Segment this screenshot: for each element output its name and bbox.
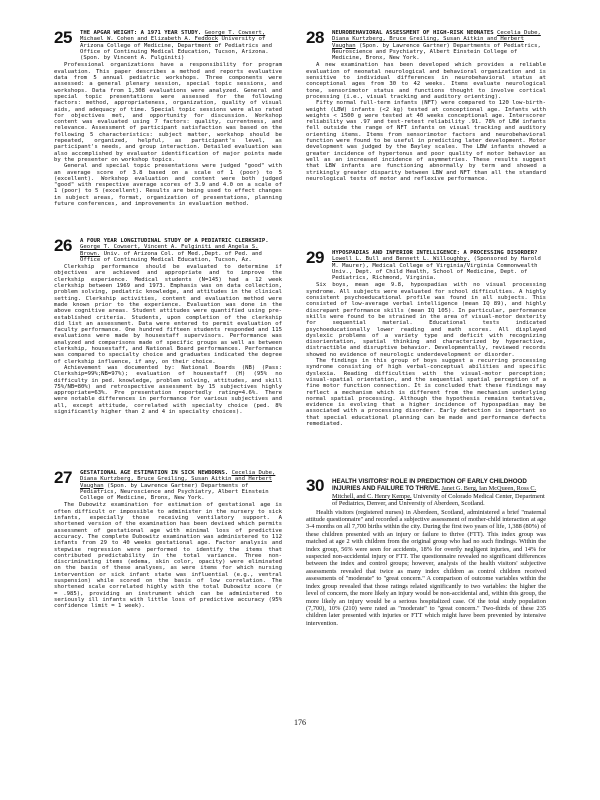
abstract-heading: [80, 30, 282, 61]
abstract-paragraph: The findings in this group of boys suggest a recurring processing syndrome consisting of high verbal-conceptual abilities and specific dyslexia. Reading difficulties with the visual-motor perception; visual-spatial orientation, and the sequential spatial perception of a fine motor function connection. It is concluded that these findings may reflect a mechanism which is different from the mechanism underlying normal spatial processing. Although the hypothesis remains tentative, evidence is evolving that a higher incidence of hypospadias may be associated with a processing disorder. Early detection is important so that special educational planning can be made and performance defects remediated.: [306, 358, 546, 428]
abstract-authors: George T. Cowsert, Vincent A. Fulginiti and Angela S. Brown.: [80, 244, 259, 257]
abstract-25: [54, 30, 282, 230]
abstract-body: [306, 282, 546, 427]
abstract-number: 30: [306, 478, 324, 495]
abstract-header: [306, 250, 546, 281]
abstract-27: [54, 470, 282, 702]
abstract-title: THE APGAR WEIGHT: A 1971 YEAR STUDY.: [80, 30, 202, 36]
abstract-affiliation: (Spon. by Lawrence Gartner) Departments of Pediatrics, Neuroscience and Psychiatry, Albert Einstein College of Medicine, Bronx, New York.: [80, 482, 269, 502]
abstract-28: [306, 30, 546, 230]
abstract-paragraph: Professional organizations have a responsibility for program evaluation. This paper describes a method and reports evaluative data from 5 annual pediatric workshops. Three components were assessed: a general plenary session, special topic sessions, and workshops. Data from 1,308 evaluations were analyzed. General and special topic presentations were assessed for the following factors: method, appropriateness, organization, quality of visual aids, and adequacy of time. Special topic sessions were also rated for objectives met, and opportunity for discussion. Workshop content was evaluated using 7 factors: quality, currentness, and relevance. Assessment of participant satisfaction was based on the following 5 characteristics: subject matter, workshop should be repeated, organized, helpful, as participant's level, as participant's needs, and group interaction. Detailed evaluation was also accomplished by evaluator identification of major points made by the presenter on workshop topics.: [54, 62, 282, 163]
abstract-number: 27: [54, 470, 72, 487]
abstract-number: 26: [54, 238, 72, 255]
abstract-header: [306, 478, 546, 508]
page-number: 176: [294, 718, 306, 727]
abstract-number: 25: [54, 30, 72, 47]
abstract-paragraph: Fifty normal full-term infants (NFT) were compared to 120 low-birth-weight (LBW) infants (<2 kg) tested at conceptional age. Infants with weights < 1500 g were tested at 40 weeks conceptional age. Interscorer reliability was .97 and test-retest reliability .91. 78% of LBW infants fell outside the range of NFT infants on visual tracking and auditory orienting items. Items from sensorimotor factors and neurobehavioral function were found to be useful in predicting later development. Motor development was judged by the Bayley scales. The LBW infants showed a greater incidence of hypertonus and poor quality of motor behavior as well as an increased incidence of asymmetries. These results suggest that LBW infants are functioning abnormally by term and showed a strikingly greater disparity between LBW and NFT than all the standard neurological tests of motor and reflexive performance.: [306, 100, 546, 182]
abstract-heading: [80, 470, 282, 501]
abstract-header: [54, 30, 282, 61]
abstract-paragraph: General and special topic presentations were judged "good" with an average score of 3.8 based on a scale of 1 (poor) to 5 (excellent). Workshop evaluation and content were both judged "good" with respective average scores of 3.9 and 4.0 on a scale of 1 (poor) to 5 (excellent). Results are being used to effect changes in subject areas, format, organization of presentations, planning future conferences, and improvements in evaluation method.: [54, 163, 282, 208]
abstract-29: [306, 250, 546, 444]
abstract-body: [54, 264, 282, 415]
abstract-paragraph: Six boys, mean age 9.8, hypospadias with no visual processing syndrome. All subjects were evaluated for school difficulties. A highly consistent psychoeducational profile was found in all subjects. This consisted of low-average verbal intelligence (mean IQ 89), and highly discrepant performance skills (mean IQ 105). In particular, performance skills were found to be strained in the area of visual-motor dexterity for sequential material. Educational tests indicated psychoeducationally lower reading and math scores. All displayed dyslexic problems of a variety type and deficit with recognizing disorientation, spatial thinking and characterized by hyperactive, distractible and disruptive behavior. Developmentally, reviewed records showed no evidence of neurologic underdevelopment or disorder.: [306, 282, 546, 358]
abstract-body: [54, 62, 282, 207]
abstract-header: [54, 470, 282, 501]
abstract-paragraph: The Dubowitz examination for estimation of gestational age is often difficult or impossible to administer in the nursery to sick infants, especially those receiving ventilatory support. A shortened version of the examination has been devised which permits assessment of gestational age with minimal loss of predictive accuracy. The complete Dubowitz examination was administered to 112 infants from 29 to 40 weeks gestational age. Factor analysis and stepwise regression were performed to identify the items that contributed predictability in the total variance. Three non-discriminating items (edema, skin color, opacity) were eliminated on the basis of these analyses, as were items for which nursing intervention or sick infant state was influential (e.g., ventral suspension) while scored on the basis of low correlation. The shortened scale correlated highly with the total Dubowitz score (r = .985), providing an instrument which can be administered to seriously ill infants with little loss of predictive accuracy (95% confidence limit = 1 week).: [54, 502, 282, 610]
abstract-authors: Cecelia Dube, Diana Kurtzberg, Bruce Greiling, Susan Aitkin and Herbert Vaughan: [80, 470, 276, 489]
abstract-affiliation: (Sponsored by Harold M. Maurer), Medical College of Virginia/Virginia Commonwealth Univ., Dept. of Child Health, School of Medicine, Dept. of Pediatrics, Richmond, Virginia.: [332, 256, 541, 282]
abstract-title: NEUROBEHAVIORAL ASSESSMENT OF HIGH-RISK NEONATES: [332, 30, 494, 36]
abstract-affiliation: Univ. of Arizona Col. of Med.,Dept. of Ped. and Office of Continuing Medical Education, Tucson, Az.: [80, 250, 262, 263]
abstract-paragraph: Achievement was documented by: National Boards (NB) (Pass: Clerkship=99%;NB=97%); evaluation of housestaff (H) (95% no difficulty in ped. knowledge, problem solving, attitudes, and skill 75%/NB=80%) and retrospective assessment by 15 subjectives highly appropriate=63%. Pre presentation reportedly rating=4.6%. There were notable differences in performance for various subjectives and all, except attitude, correlated with specialty choice (ped. 8% significantly higher than 2 and 4 in specialty choices).: [54, 364, 282, 416]
abstract-paragraph: Clerkship performance should be evaluated to determine if objectives are achieved and appropriate and to improve the clerkship experience. Medical students (N=145) had a 12 week clerkship between 1969 and 1973. Emphasis was on data collection, problem solving, pediatric knowledge, and attitudes in the clinical setting. Clerkship activities, content and evaluation method were made known prior to the experience. Evaluation was done in the above cognitive areas. Student attitudes were quantified using pre-established criteria. Students, upon completion of the clerkship did list an assessment. Data were entered to permit evaluation of faculty performance. One hundred fifteen students responded and 115 evaluations were made by housestaff supervisors. Performance was analyzed and comparisons made of specific groups as well as between clerkship, housestaff, and National Board performances. Performance was compared to specialty choice and graduates indicated the degree of clerkship influence, if any, on their choice.: [54, 264, 282, 365]
abstract-affiliation: (Spon. by Lawrence Gartner) Departments of Pediatrics, Neuroscience and Psychiatry, Albert Einstein College of Medicine, Bronx, New York.: [332, 42, 541, 62]
abstract-title: HEALTH VISITORS' ROLE IN PREDICTION OF EARLY CHILDHOOD INJURIES AND FAILURE TO THRIVE.: [332, 478, 527, 493]
abstract-body: [306, 509, 546, 628]
abstract-title: HYPOSPADIAS AND INFERIOR INTELLIGENCE: A PROCESSING DISORDER?: [332, 250, 538, 256]
abstract-affiliation: University of Arizona College of Medicine, Department of Pediatrics and Office of Continuing Medical Education, Tucson, Arizona. (Spon. by Vincent A. Fulginiti): [80, 36, 272, 62]
abstract-title: A FOUR YEAR LONGITUDINAL STUDY OF A PEDIATRIC CLERKSHIP.: [80, 238, 269, 244]
abstract-authors: Janet G. Berg, Ian McQueen, Ross C. Mitchell, and C. Henry Kempe.: [332, 485, 537, 500]
abstract-number: 29: [306, 250, 324, 267]
abstract-paragraph: A new examination has been developed which provides a reliable evaluation of neonatal neurological and behavioral organization and is sensitive to individual differences in neurobehavioral status at conceptional ages from 30 to 42 weeks. Items evaluate neurological tone, sensorimotor status and functions thought to involve cortical processing (i.e., visual tracking and auditory orienting).: [306, 62, 546, 100]
abstract-body: [306, 62, 546, 182]
abstract-affiliation: University of Colorado Medical Center, Department of Pediatrics, Denver, and University of Aberdeen, Scotland.: [332, 492, 545, 508]
abstract-heading: [80, 238, 282, 263]
abstract-authors: George T. Cowsert, Michael W. Cohen and Elizabeth A. Feddock: [80, 30, 266, 43]
abstract-26: [54, 238, 282, 442]
abstract-30: [306, 478, 546, 708]
abstract-authors: Lowell L. Bull and Bennett L. Willoughby.: [332, 256, 471, 263]
abstract-title: GESTATIONAL AGE ESTIMATION IN SICK NEWBORNS.: [80, 470, 229, 476]
abstract-header: [54, 238, 282, 263]
abstract-body: [54, 502, 282, 609]
abstract-heading: [332, 478, 546, 508]
abstract-heading: [332, 30, 546, 61]
abstract-heading: [332, 250, 546, 281]
abstract-paragraph: Health visitors (registered nurses) in Aberdeen, Scotland, administered a brief "maternal attitude questionnaire" and recorded a subjective assessment of mother-child interaction at age 3-4 months on all 7,700 births within the city. During the first two years of life, 1,388 (80%) of these children presented with an injury or failure to thrive (FTT). This index group was matched at age 2 with children from the original group who had no such findings. Within the index group, 56% were seen for accidents, 18% for overtly negligent injuries, and 14% for suspected non-accidental injury or FTT. The questionnaire revealed no significant differences between the index and control groups; however, analysis of the health visitors' subjective assessments revealed that twice as many index children as control children received assessments of "moderate" to "great concern." A comparison of outcome variables within the index group revealed that those ratings related significantly to two variables: the higher the level of concern, the more likely an injury would be non-accidental and, within this group, the more likely an injury would be a serious hospitalized case. Of the total study population (7,700), 10% (210) were rated as "moderate" to "great concern." Two-thirds of these 235 children later presented with injuries or FTT which might have been prevented by intensive intervention.: [306, 508, 546, 627]
abstract-header: [306, 30, 546, 61]
abstract-number: 28: [306, 30, 324, 47]
abstract-authors: Cecelia Dube, Diana Kurtzberg, Bruce Greiling, Susan Aitkin and Herbert Vaughan: [332, 30, 541, 49]
